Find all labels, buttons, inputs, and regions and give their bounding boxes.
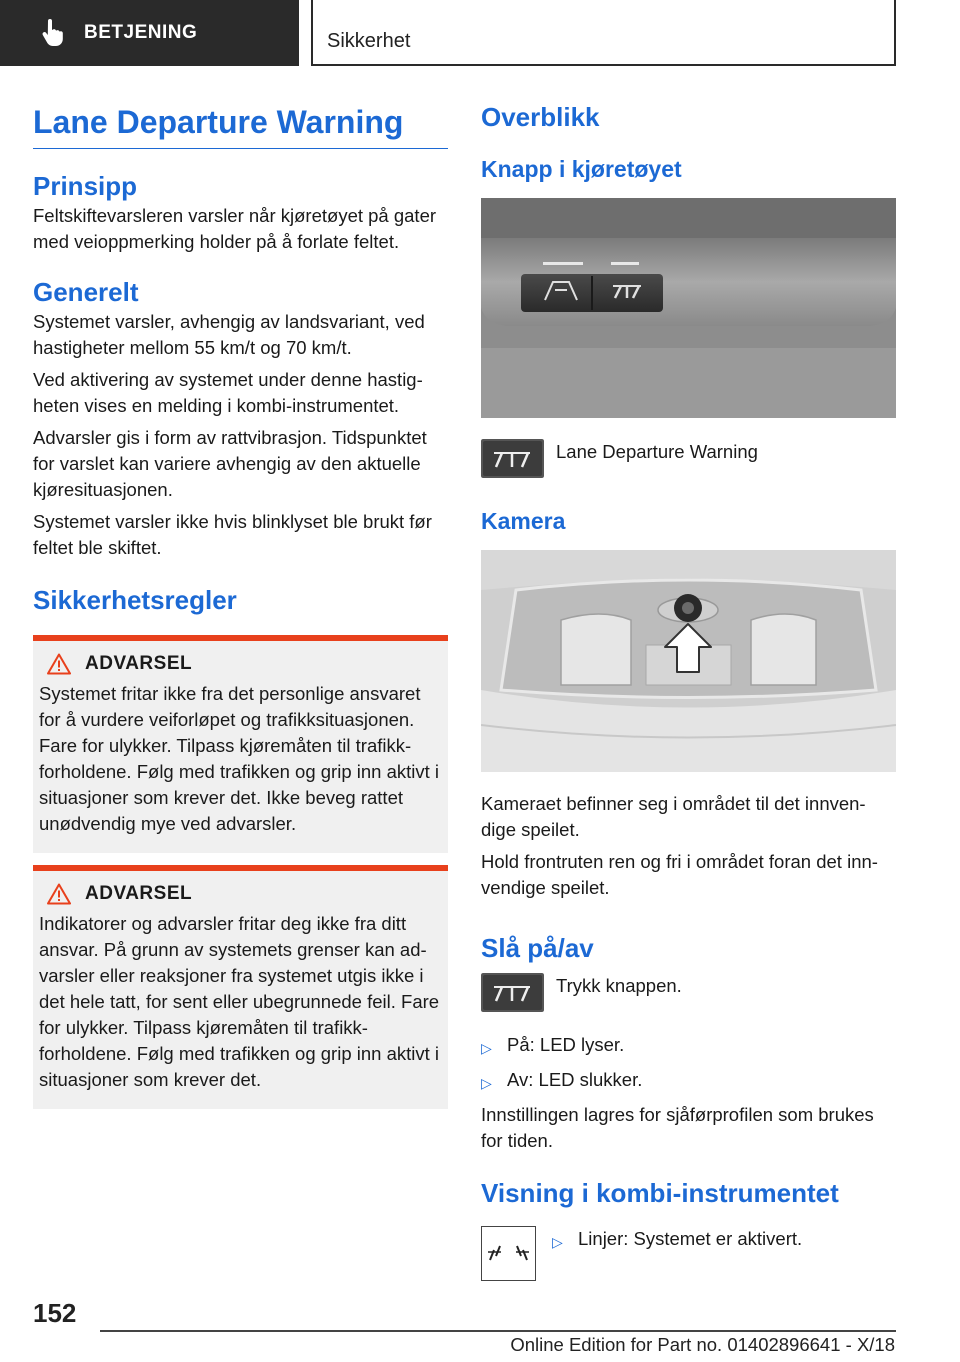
generelt-p1: Systemet varsler, avhengig av landsvariant, ved hastigheter mellom 55 km/t og 70 km/t. bbox=[33, 311, 425, 358]
heading-visning: Visning i kombi-instrumentet bbox=[481, 1178, 839, 1208]
sla-note: Innstillingen lagres for sjåførprofilen som brukes for tiden. bbox=[481, 1104, 874, 1151]
page-number: 152 bbox=[33, 1298, 77, 1328]
warning-text-2: Indikatorer og advarsler fritar deg ikke fra ditt ansvar. På grunn av systemets grenser kan ad-varsler eller reaksjoner fra systemet utgis ikke i det hele tatt, for sent eller ubegrunnede feil. Fare for ulykker. Tilpass kjøremåten til trafikk-forholdene. Følg med trafikken og grip inn aktivt i situasjoner som krever det. bbox=[39, 913, 440, 1090]
warning-triangle-icon bbox=[47, 883, 71, 905]
generelt-p4: Systemet varsler ikke hvis blinklyset ble brukt før feltet ble skiftet. bbox=[33, 511, 432, 558]
button-legend bbox=[481, 439, 896, 478]
heading-overblikk: Overblikk bbox=[481, 102, 600, 132]
heading-knapp: Knapp i kjøretøyet bbox=[481, 156, 682, 182]
camera-location-image bbox=[481, 550, 896, 772]
chapter-tab[interactable] bbox=[0, 0, 299, 66]
button-panel-image bbox=[481, 198, 896, 418]
prinsipp-text: Feltskiftevarsleren varsler når kjøretøyet på gater med veioppmerking holder på å forlate feltet. bbox=[33, 205, 437, 252]
sla-instruction: Trykk knappen. bbox=[556, 975, 682, 996]
warning-box-2 bbox=[33, 865, 448, 1109]
button-legend-label: Lane Departure Warning bbox=[556, 441, 758, 462]
warning-triangle-icon bbox=[47, 653, 71, 675]
right-column bbox=[481, 100, 896, 1281]
kamera-p1: Kameraet befinner seg i området til det innven-dige speilet. bbox=[481, 793, 866, 840]
heading-sikkerhetsregler: Sikkerhetsregler bbox=[33, 585, 237, 615]
lane-departure-button-icon bbox=[481, 439, 544, 478]
triangle-bullet-icon: ▷ bbox=[481, 1075, 492, 1091]
heading-kamera: Kamera bbox=[481, 508, 566, 534]
page-title: Lane Departure Warning bbox=[33, 100, 448, 149]
warning-text-1: Systemet fritar ikke fra det personlige ansvaret for å vurdere veiforløpet og trafikksituasjonen. Fare for ulykker. Tilpass kjøremåten til trafikk-forholdene. Følg med trafikken og grip inn aktivt i situasjoner som krever det. Ikke beveg rattet unødvendig mye ved advarsler. bbox=[39, 683, 439, 834]
warning-title-2: ADVARSEL bbox=[85, 883, 193, 904]
visning-row bbox=[481, 1226, 896, 1281]
lane-lines-display-icon bbox=[481, 1226, 536, 1281]
left-column bbox=[33, 100, 448, 1109]
bullet-text: Av: LED slukker. bbox=[507, 1069, 643, 1090]
triangle-bullet-icon: ▷ bbox=[481, 1040, 492, 1056]
warning-title-1: ADVARSEL bbox=[85, 653, 193, 674]
section-title: Sikkerhet bbox=[327, 30, 411, 52]
section-header bbox=[311, 0, 896, 66]
bullet-text: Linjer: Systemet er aktivert. bbox=[578, 1228, 803, 1249]
heading-sla-pa-av: Slå på/av bbox=[481, 933, 594, 963]
list-item bbox=[481, 1067, 896, 1096]
warning-box-1 bbox=[33, 635, 448, 853]
chapter-label: BETJENING bbox=[84, 22, 198, 43]
list-item bbox=[552, 1226, 802, 1255]
list-item bbox=[481, 1032, 896, 1061]
sla-instruction-row bbox=[481, 973, 896, 1012]
lane-departure-button-icon bbox=[481, 973, 544, 1012]
footer-divider bbox=[100, 1330, 896, 1332]
heading-generelt: Generelt bbox=[33, 277, 139, 307]
hand-pointer-icon bbox=[40, 19, 64, 47]
generelt-p3: Advarsler gis i form av rattvibrasjon. Tidspunktet for varslet kan variere avhengig av den aktuelle kjøresituasjonen. bbox=[33, 427, 427, 500]
heading-prinsipp: Prinsipp bbox=[33, 171, 138, 201]
footer-edition: Online Edition for Part no. 01402896641 - X/18 bbox=[510, 1334, 895, 1355]
generelt-p2: Ved aktivering av systemet under denne hastig-heten vises en melding i kombi-instrumentet. bbox=[33, 369, 423, 416]
triangle-bullet-icon: ▷ bbox=[552, 1234, 563, 1250]
kamera-p2: Hold frontruten ren og fri i området foran det inn-vendige speilet. bbox=[481, 851, 878, 898]
bullet-text: På: LED lyser. bbox=[507, 1034, 625, 1055]
